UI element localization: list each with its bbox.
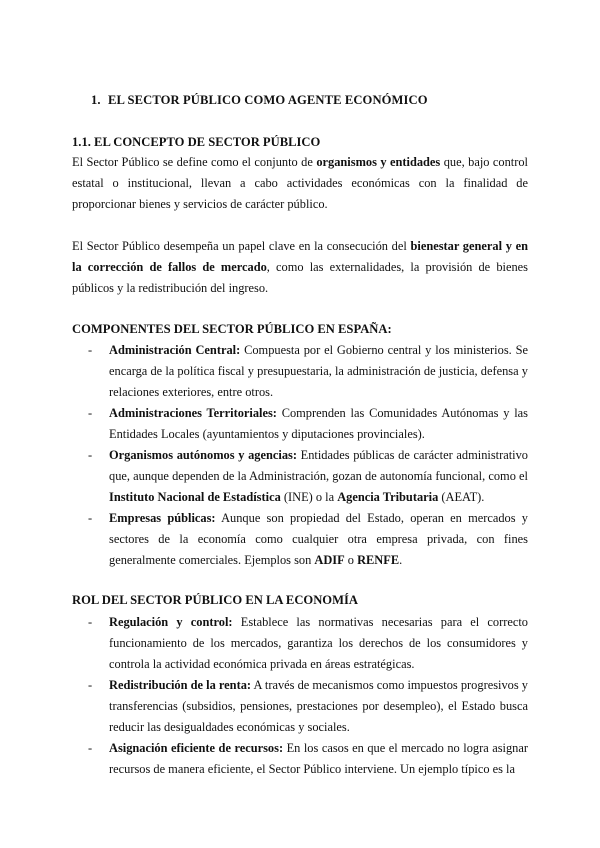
list-item	[88, 445, 528, 508]
item-text: .	[399, 553, 403, 567]
list-item	[88, 403, 528, 445]
role-heading: ROL DEL SECTOR PÚBLICO EN LA ECONOMÍA	[72, 593, 358, 607]
item-bold: RENFE	[357, 553, 400, 567]
para1-text-a: El Sector Público se define como el conjunto de	[72, 155, 317, 169]
item-label: Organismos autónomos y agencias:	[109, 448, 297, 462]
section-title-text: EL SECTOR PÚBLICO COMO AGENTE ECONÓMICO	[108, 93, 428, 107]
subsection-heading: 1.1. EL CONCEPTO DE SECTOR PÚBLICO	[72, 135, 321, 149]
list-dash: -	[88, 448, 93, 462]
list-item	[88, 340, 528, 403]
section-number: 1.	[91, 93, 101, 107]
item-text: A través de mecanismos como impuestos progresivos y transferencias (subsidios, pensiones, prestaciones por desempleo), el Estado busca reducir las desigualdades económicas y sociales.	[109, 678, 528, 734]
list-dash: -	[88, 678, 93, 692]
concept-paragraph	[72, 152, 528, 215]
item-text: (AEAT).	[438, 490, 485, 504]
components-heading: COMPONENTES DEL SECTOR PÚBLICO EN ESPAÑA:	[72, 322, 392, 336]
item-text: Aunque son propiedad del Estado, operan en mercados y sectores de la economía como cualquier otra empresa privada, con fines generalmente comerciales. Ejemplos son	[109, 511, 528, 567]
para2-bold: bienestar general y en la corrección de fallos de mercado	[72, 239, 528, 274]
item-text: o	[344, 553, 358, 567]
item-text: Establece las normativas necesarias para el correcto funcionamiento de los mercados, garantiza los derechos de los consumidores y controla la actividad económica privada en áreas estratégicas.	[109, 615, 529, 671]
item-label: Regulación y control:	[109, 615, 233, 629]
list-item	[88, 675, 528, 738]
list-dash: -	[88, 511, 93, 525]
role-list	[88, 612, 528, 780]
list-dash: -	[88, 615, 93, 629]
list-dash: -	[88, 343, 93, 357]
list-dash: -	[88, 406, 93, 420]
components-list	[88, 340, 528, 571]
role-paragraph	[72, 236, 528, 299]
item-text: Compuesta por el Gobierno central y los ministerios. Se encarga de la política fiscal y presupuestaria, la administración de justicia, defensa y relaciones exteriores, entre otros.	[109, 343, 528, 399]
item-text: Entidades públicas de carácter administrativo que, aunque dependen de la Administración, gozan de autonomía funcional, como el	[109, 448, 528, 483]
item-label: Administración Central:	[109, 343, 241, 357]
item-bold: ADIF	[314, 553, 345, 567]
para1-text-c: que, bajo control estatal o institucional, llevan a cabo actividades económicas con la finalidad de proporcionar bienes y servicios de carácter público.	[72, 155, 528, 211]
item-bold: Instituto Nacional de Estadística	[109, 490, 281, 504]
para2-text-c: , como las externalidades, la provisión de bienes públicos y la redistribución del ingreso.	[72, 260, 528, 295]
item-text: En los casos en que el mercado no logra asignar recursos de manera eficiente, el Sector Público interviene. Un ejemplo típico es la	[109, 741, 528, 776]
item-label: Empresas públicas:	[109, 511, 216, 525]
list-dash: -	[88, 741, 93, 755]
list-item	[88, 738, 528, 780]
list-item	[88, 508, 528, 571]
item-label: Asignación eficiente de recursos:	[109, 741, 284, 755]
section-title	[91, 91, 428, 109]
item-label: Administraciones Territoriales:	[109, 406, 277, 420]
item-label: Redistribución de la renta:	[109, 678, 252, 692]
list-item	[88, 612, 528, 675]
item-text: Comprenden las Comunidades Autónomas y las Entidades Locales (ayuntamientos y diputaciones provinciales).	[109, 406, 528, 441]
item-text: (INE) o la	[280, 490, 338, 504]
para1-bold: organismos y entidades	[316, 155, 441, 169]
item-bold: Agencia Tributaria	[337, 490, 439, 504]
para2-text-a: El Sector Público desempeña un papel clave en la consecución del	[72, 239, 411, 253]
